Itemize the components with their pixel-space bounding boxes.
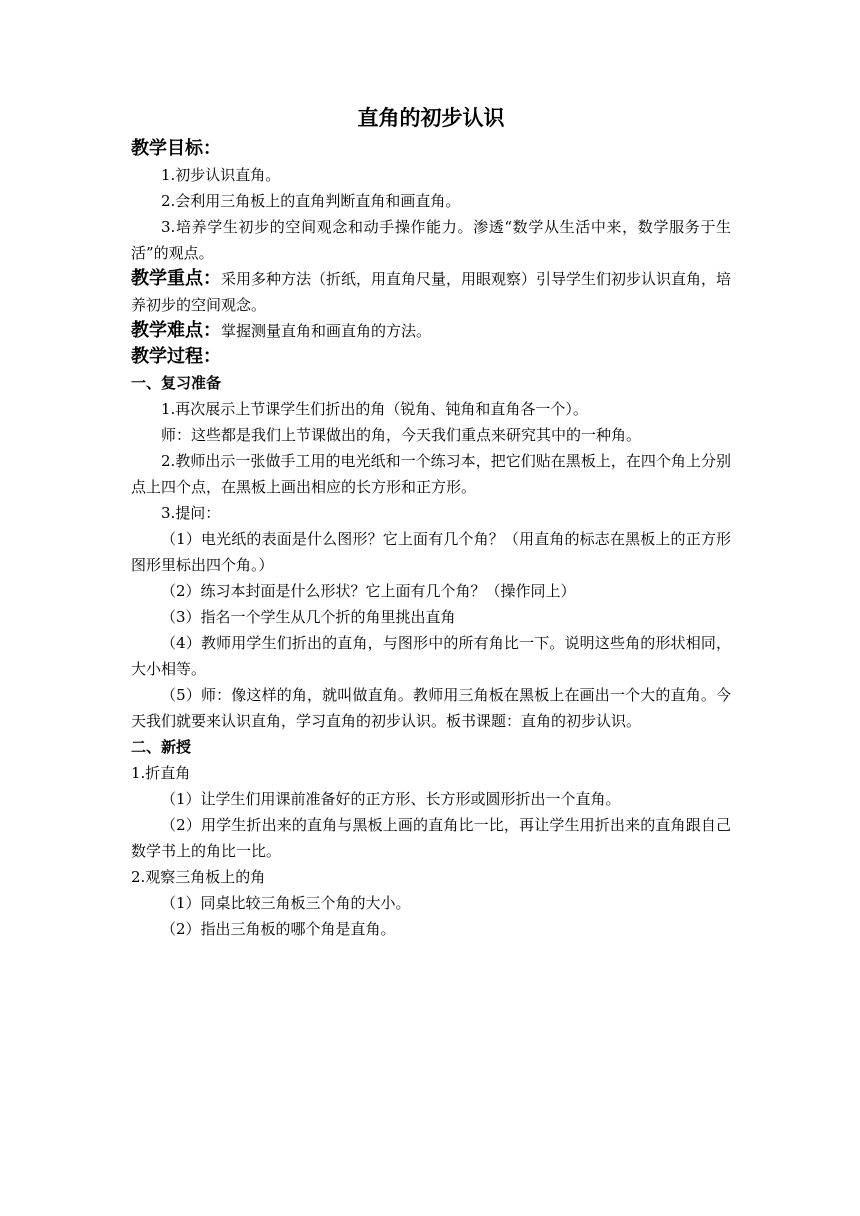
process-heading: 教学过程：	[131, 346, 221, 367]
objective-item-1: 1.初步认识直角。	[161, 166, 281, 184]
difficulties-paragraph	[131, 318, 731, 344]
objectives-heading: 教学目标：	[131, 138, 221, 159]
review-paragraph-4: 3.提问：	[161, 504, 221, 522]
review-paragraph-9: （5）师：像这样的角，就叫做直角。教师用三角板在黑板上在画出一个大的直角。今天我们就要来认识直角，学习直角的初步认识。板书课题：直角的初步认识。	[131, 686, 731, 730]
objective-item-2: 2.会利用三角板上的直角判断直角和画直角。	[161, 192, 461, 210]
page-title: 直角的初步认识	[357, 106, 505, 130]
fold-paragraph-1: （1）让学生们用课前准备好的正方形、长方形或圆形折出一个直角。	[161, 790, 621, 808]
section-review-heading: 一、复习准备	[131, 374, 222, 392]
difficulties-heading: 教学难点：	[131, 320, 221, 341]
review-paragraph-5: （1）电光纸的表面是什么图形？它上面有几个角？（用直角的标志在黑板上的正方形图形里标出四个角。）	[131, 530, 731, 574]
review-paragraph-3: 2.教师出示一张做手工用的电光纸和一个练习本，把它们贴在黑板上，在四个角上分别点上四个点，在黑板上画出相应的长方形和正方形。	[131, 452, 731, 496]
review-paragraph-7: （3）指名一个学生从几个折的角里挑出直角	[161, 608, 456, 626]
subsection-fold-heading: 1.折直角	[131, 764, 191, 782]
fold-paragraph-2: （2）用学生折出来的直角与黑板上画的直角比一比，再让学生用折出来的直角跟自己数学书上的角比一比。	[131, 816, 731, 860]
key-points-text: 采用多种方法（折纸，用直角尺量，用眼观察）引导学生们初步认识直角，培养初步的空间观念。	[131, 270, 732, 314]
subsection-triangle-heading: 2.观察三角板上的角	[131, 868, 266, 886]
triangle-paragraph-1: （1）同桌比较三角板三个角的大小。	[161, 894, 411, 912]
key-points-paragraph	[131, 266, 731, 318]
review-paragraph-2: 师：这些都是我们上节课做出的角，今天我们重点来研究其中的一种角。	[161, 426, 642, 444]
triangle-paragraph-2: （2）指出三角板的哪个角是直角。	[161, 920, 396, 938]
review-paragraph-1: 1.再次展示上节课学生们折出的角（锐角、钝角和直角各一个）。	[161, 400, 588, 418]
objective-item-3: 3.培养学生初步的空间观念和动手操作能力。渗透“数学从生活中来，数学服务于生活”的观点。	[131, 218, 731, 262]
review-paragraph-8: （4）教师用学生们折出的直角，与图形中的所有角比一下。说明这些角的形状相同，大小相等。	[131, 634, 731, 678]
review-paragraph-6: （2）练习本封面是什么形状？它上面有几个角？（操作同上）	[161, 582, 576, 600]
document-page	[131, 100, 731, 942]
section-new-heading: 二、新授	[131, 738, 192, 756]
key-points-heading: 教学重点：	[131, 268, 221, 289]
difficulties-text: 掌握测量直角和画直角的方法。	[221, 322, 432, 340]
